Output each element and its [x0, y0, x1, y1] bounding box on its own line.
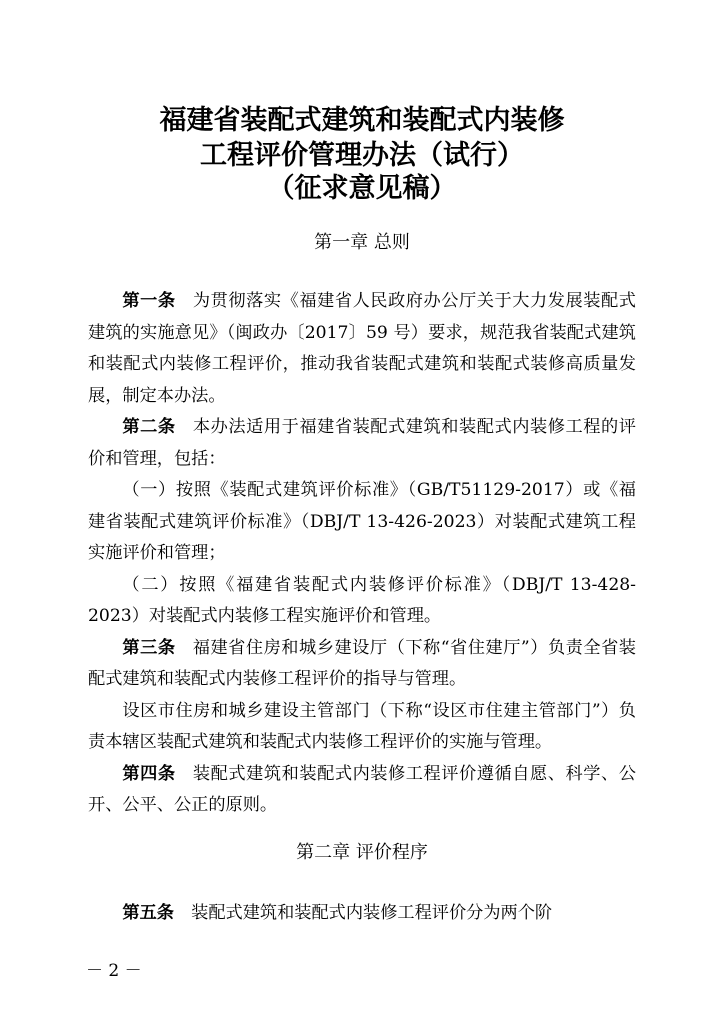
article-5 — [88, 898, 636, 930]
article-1 — [88, 286, 636, 412]
article-1-text: 为贯彻落实《福建省人民政府办公厅关于大力发展装配式建筑的实施意见》（闽政办〔2017〕59 号）要求，规范我省装配式建筑和装配式内装修工程评价，推动我省装配式建筑和装配式装修高质量发展，制定本办法。 — [88, 291, 636, 406]
article-2 — [88, 412, 636, 475]
article-3 — [88, 633, 636, 696]
chapter-2-body — [88, 898, 636, 930]
document-title-line-2: 工程评价管理办法（试行） — [200, 140, 524, 171]
article-2-label: 第二条 — [122, 417, 176, 437]
article-2-item-2: （二）按照《福建省装配式内装修评价标准》（DBJ/T 13-428-2023）对装配式内装修工程实施评价和管理。 — [88, 574, 636, 626]
page-number: － 2 － — [86, 961, 142, 981]
article-3-label: 第三条 — [122, 637, 176, 658]
article-3-paragraph-2: 设区市住房和城乡建设主管部门（下称“设区市住建主管部门”）负责本辖区装配式建筑和装配式内装修工程评价的实施与管理。 — [88, 700, 636, 752]
document-title-line-1: 福建省装配式建筑和装配式内装修 — [159, 105, 565, 136]
article-5-text: 装配式建筑和装配式内装修工程评价分为两个阶 — [191, 903, 553, 923]
chapter-2-heading: 第二章 评价程序 — [296, 842, 428, 863]
article-5-label: 第五条 — [122, 903, 174, 923]
article-4-label: 第四条 — [122, 763, 176, 784]
article-2-text: 本办法适用于福建省装配式建筑和装配式内装修工程的评价和管理，包括： — [88, 417, 636, 469]
article-3-text: 福建省住房和城乡建设厅（下称“省住建厅”）负责全省装配式建筑和装配式内装修工程评价的指导与管理。 — [88, 637, 636, 689]
chapter-1-body — [88, 286, 636, 822]
article-4 — [88, 759, 636, 822]
document-title-line-3: （征求意见稿） — [267, 173, 457, 204]
article-2-item-1: （一）按照《装配式建筑评价标准》（GB/T51129-2017）或《福建省装配式建筑评价标准》（DBJ/T 13-426-2023）对装配式建筑工程实施评价和管理； — [88, 480, 636, 563]
article-1-label: 第一条 — [122, 291, 176, 311]
article-4-text: 装配式建筑和装配式内装修工程评价遵循自愿、科学、公开、公平、公正的原则。 — [88, 763, 636, 815]
chapter-1-heading: 第一章 总则 — [314, 232, 410, 253]
